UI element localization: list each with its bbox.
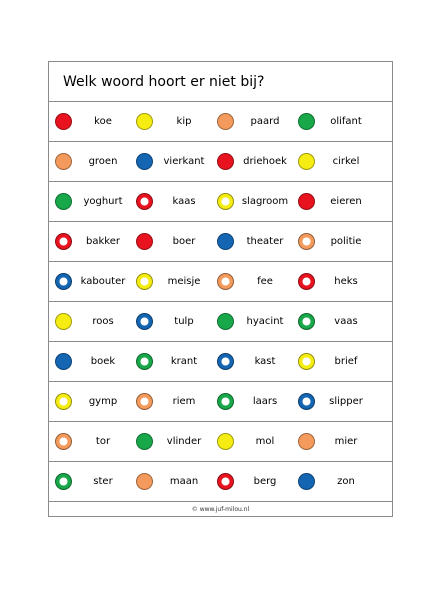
word-cell (298, 193, 379, 210)
word-label: roos (92, 316, 114, 327)
green-dot-icon[interactable] (55, 193, 72, 210)
red-dot-icon[interactable] (55, 113, 72, 130)
word-label: koe (94, 116, 112, 127)
word-row (49, 342, 392, 382)
word-row (49, 102, 392, 142)
green-ring-icon[interactable] (136, 353, 153, 370)
word-cell (217, 233, 298, 250)
word-cell (55, 193, 136, 210)
word-label: hyacint (246, 316, 284, 327)
word-label: heks (334, 276, 358, 287)
word-cell (55, 233, 136, 250)
blue-dot-icon[interactable] (55, 353, 72, 370)
word-label: bakker (86, 236, 120, 247)
red-dot-icon[interactable] (298, 193, 315, 210)
word-cell (136, 273, 217, 290)
word-cell (55, 353, 136, 370)
word-label: brief (334, 356, 358, 367)
green-dot-icon[interactable] (217, 313, 234, 330)
blue-dot-icon[interactable] (217, 233, 234, 250)
orange-ring-icon[interactable] (55, 433, 72, 450)
word-label: tulp (174, 316, 194, 327)
word-row (49, 422, 392, 462)
word-label: vierkant (163, 156, 205, 167)
red-dot-icon[interactable] (217, 153, 234, 170)
word-cell (55, 113, 136, 130)
green-ring-icon[interactable] (298, 313, 315, 330)
green-dot-icon[interactable] (298, 113, 315, 130)
copyright-text: © www.juf-milou.nl (191, 506, 250, 513)
word-label: boek (90, 356, 116, 367)
word-label: yoghurt (83, 196, 123, 207)
word-row (49, 302, 392, 342)
green-dot-icon[interactable] (136, 433, 153, 450)
yellow-dot-icon[interactable] (55, 313, 72, 330)
word-cell (136, 193, 217, 210)
word-label: riem (172, 396, 196, 407)
word-label: paard (250, 116, 280, 127)
footer (49, 502, 392, 517)
word-cell (217, 273, 298, 290)
blue-ring-icon[interactable] (55, 273, 72, 290)
word-label: krant (170, 356, 198, 367)
yellow-ring-icon[interactable] (55, 393, 72, 410)
word-cell (298, 153, 379, 170)
word-label: politie (330, 236, 362, 247)
word-label: vlinder (166, 436, 202, 447)
orange-ring-icon[interactable] (298, 233, 315, 250)
word-cell (217, 393, 298, 410)
word-cell (55, 313, 136, 330)
word-label: berg (253, 476, 277, 487)
word-label: mier (334, 436, 358, 447)
word-cell (136, 113, 217, 130)
blue-ring-icon[interactable] (136, 313, 153, 330)
word-label: olifant (330, 116, 362, 127)
word-label: kabouter (80, 276, 126, 287)
yellow-ring-icon[interactable] (298, 353, 315, 370)
word-label: kaas (172, 196, 196, 207)
word-rows (49, 102, 392, 502)
red-dot-icon[interactable] (136, 233, 153, 250)
word-cell (298, 393, 379, 410)
word-row (49, 382, 392, 422)
blue-dot-icon[interactable] (298, 473, 315, 490)
word-label: maan (169, 476, 199, 487)
word-cell (55, 473, 136, 490)
orange-dot-icon[interactable] (217, 113, 234, 130)
word-label: cirkel (332, 156, 360, 167)
word-row (49, 182, 392, 222)
word-row (49, 222, 392, 262)
word-cell (136, 433, 217, 450)
word-label: vaas (334, 316, 358, 327)
word-label: theater (246, 236, 284, 247)
word-label: groen (88, 156, 118, 167)
word-cell (136, 153, 217, 170)
word-cell (217, 193, 298, 210)
green-ring-icon[interactable] (217, 393, 234, 410)
word-label: gymp (88, 396, 118, 407)
blue-dot-icon[interactable] (136, 153, 153, 170)
word-label: zon (337, 476, 355, 487)
word-cell (136, 313, 217, 330)
orange-dot-icon[interactable] (55, 153, 72, 170)
orange-dot-icon[interactable] (136, 473, 153, 490)
orange-dot-icon[interactable] (298, 433, 315, 450)
red-ring-icon[interactable] (217, 473, 234, 490)
word-label: laars (252, 396, 278, 407)
yellow-ring-icon[interactable] (136, 273, 153, 290)
word-label: slagroom (241, 196, 289, 207)
red-ring-icon[interactable] (55, 233, 72, 250)
word-label: driehoek (243, 156, 287, 167)
page-title: Welk woord hoort er niet bij? (63, 73, 265, 90)
word-cell (298, 233, 379, 250)
yellow-dot-icon[interactable] (136, 113, 153, 130)
word-label: kast (254, 356, 276, 367)
word-row (49, 262, 392, 302)
word-label: mol (255, 436, 275, 447)
word-label: fee (257, 276, 273, 287)
word-cell (298, 353, 379, 370)
word-cell (136, 393, 217, 410)
word-label: ster (93, 476, 113, 487)
word-label: tor (95, 436, 111, 447)
word-cell (217, 113, 298, 130)
word-label: eieren (330, 196, 362, 207)
yellow-ring-icon[interactable] (217, 193, 234, 210)
word-cell (298, 473, 379, 490)
title-row (49, 62, 392, 102)
worksheet (48, 61, 393, 517)
green-ring-icon[interactable] (55, 473, 72, 490)
word-cell (298, 433, 379, 450)
word-cell (136, 473, 217, 490)
word-row (49, 462, 392, 502)
yellow-dot-icon[interactable] (298, 153, 315, 170)
word-label: kip (176, 116, 192, 127)
word-cell (55, 393, 136, 410)
red-ring-icon[interactable] (298, 273, 315, 290)
word-label: slipper (329, 396, 363, 407)
word-cell (298, 313, 379, 330)
blue-ring-icon[interactable] (298, 393, 315, 410)
orange-ring-icon[interactable] (136, 393, 153, 410)
word-row (49, 142, 392, 182)
word-cell (217, 473, 298, 490)
yellow-dot-icon[interactable] (217, 433, 234, 450)
word-cell (217, 433, 298, 450)
word-cell (55, 273, 136, 290)
word-cell (217, 153, 298, 170)
word-cell (217, 313, 298, 330)
word-label: meisje (167, 276, 201, 287)
word-label: boer (172, 236, 196, 247)
word-cell (298, 273, 379, 290)
red-ring-icon[interactable] (136, 193, 153, 210)
word-cell (55, 153, 136, 170)
word-cell (55, 433, 136, 450)
orange-ring-icon[interactable] (217, 273, 234, 290)
blue-ring-icon[interactable] (217, 353, 234, 370)
word-cell (298, 113, 379, 130)
word-cell (136, 233, 217, 250)
word-cell (217, 353, 298, 370)
word-cell (136, 353, 217, 370)
